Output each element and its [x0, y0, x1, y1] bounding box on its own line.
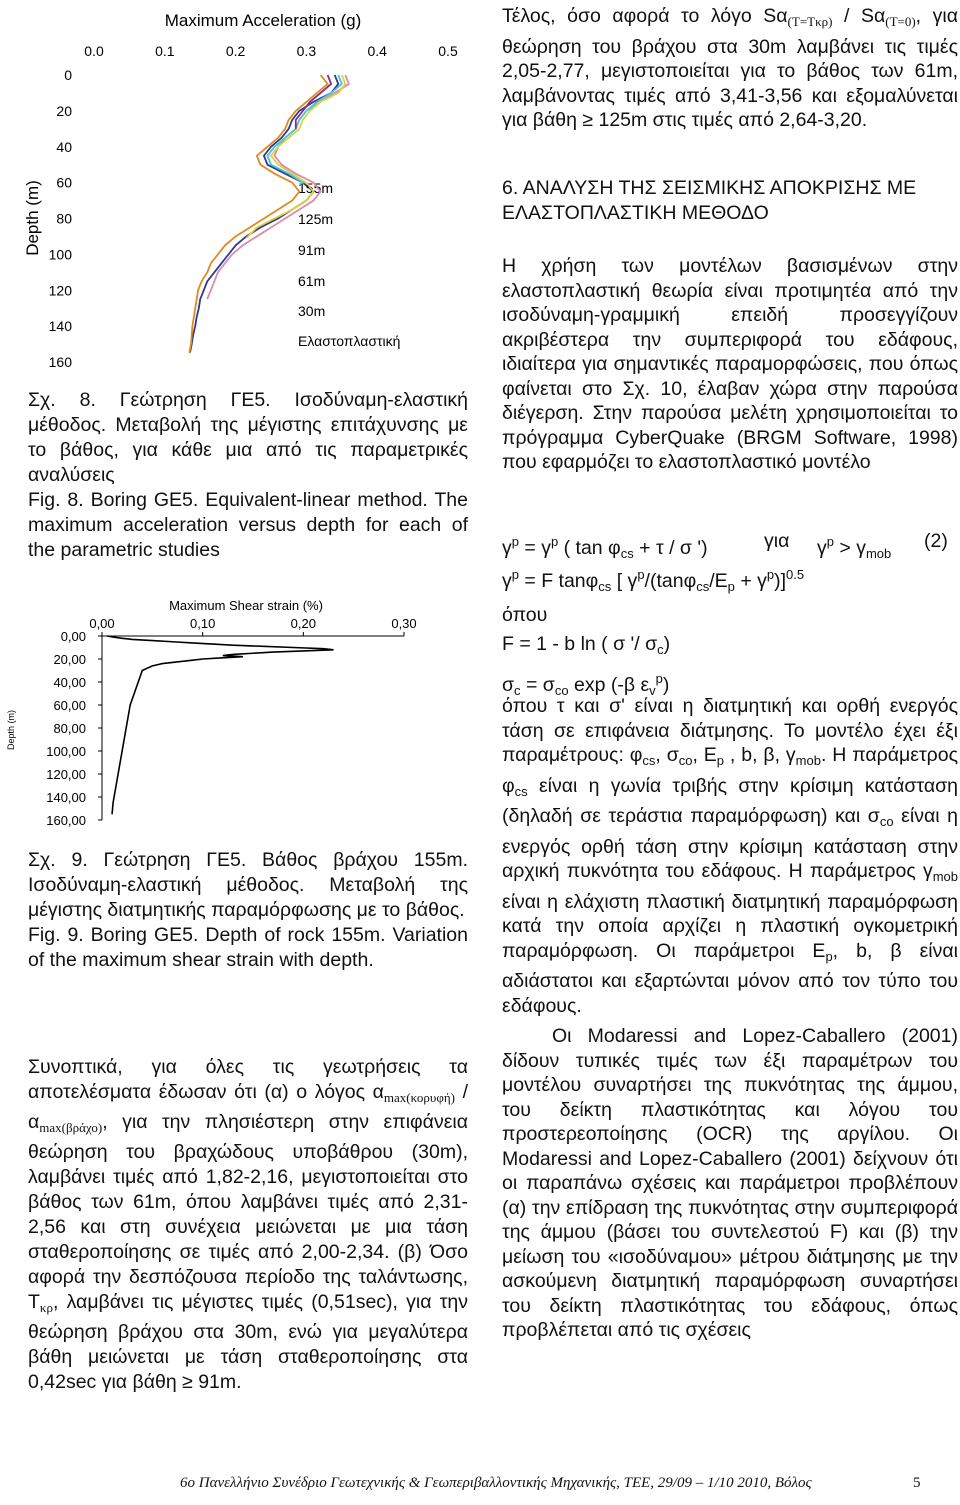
fig9-y-tick-label: 40,00: [53, 675, 86, 690]
eq2-d: /(tanφ: [644, 570, 697, 592]
fig9-title: Maximum Shear strain (%): [169, 598, 323, 613]
fig9-y-tick-label: 160,00: [46, 813, 86, 828]
fig8-series-line: [267, 75, 341, 184]
fig8-x-tick-label: 0.3: [296, 43, 317, 59]
para2-s2: co: [678, 753, 693, 768]
para2-t4: , b, β, γ: [724, 744, 796, 766]
fig8-caption-english: Fig. 8. Boring GE5. Equivalent-linear method. The maximum acceleration versus depth for each of the parametric studies: [28, 489, 468, 561]
fig9-chart: [0, 590, 440, 840]
equation-3: [502, 630, 958, 664]
fig8-chart: [0, 0, 458, 380]
eq2-e-sub: p: [727, 579, 735, 594]
intro-paragraph: [502, 4, 958, 133]
summary-text-3: , λαμβάνει τις μέγιστες τιμές (0,51sec), για την θεώρηση βράχου στα 30m, ενώ για μεγαλύτερα βάθη μειώνεται με τάση σταθεροποίησης στα 0,42sec για βάθη ≥ 91m.: [28, 1291, 468, 1393]
eq2-f: + γ: [740, 570, 767, 592]
para2-t3: , E: [692, 744, 717, 766]
eq1-sub: cs: [620, 546, 634, 561]
fig8-x-tick-label: 0.1: [155, 43, 175, 59]
fig8-y-tick-label: 40: [56, 138, 72, 155]
fig8-y-tick-label: 0: [64, 67, 72, 83]
fig8-y-tick-label: 80: [56, 210, 72, 227]
eq1-for: για: [764, 530, 790, 552]
eq2-e: /E: [709, 570, 728, 592]
eq3-end: ): [663, 633, 671, 655]
fig8-x-tick-label: 0.5: [438, 43, 458, 59]
fig8-x-tick-label: 0.0: [84, 43, 104, 59]
fig8-title: Maximum Acceleration (g): [164, 11, 362, 30]
eq1-cond-sup: p: [826, 534, 834, 549]
section-heading: 6. ΑΝΑΛΥΣΗ ΤΗΣ ΣΕΙΣΜΙΚΗΣ ΑΠΟΚΡΙΣΗΣ ΜΕ ΕΛΑΣΤΟΠΛΑΣΤΙΚΗ ΜΕΘΟΔΟ: [502, 177, 917, 224]
summary-text-mid: / α: [28, 1081, 468, 1133]
eq1-gamma: γ: [502, 537, 512, 559]
footer-conference: 6ο Πανελλήνιο Συνέδριο Γεωτεχνικής & Γεωπεριβαλλοντικής Μηχανικής, ΤΕΕ, 29/09 – 1/10 2010, Βόλος: [180, 1475, 812, 1491]
para2-s5: cs: [514, 783, 528, 799]
fig8-y-tick-label: 20: [56, 102, 72, 119]
fig9-x-tick-label: 0,00: [89, 616, 115, 631]
fig9-x-tick-label: 0,20: [290, 616, 316, 631]
fig8-legend-label: Ελαστοπλαστική: [298, 333, 401, 349]
fig9-caption-greek: Σχ. 9. Γεώτρηση ΓΕ5. Βάθος βράχου 155m. Ισοδύναμη-ελαστική μέθοδος. Μεταβολή της μέγιστης διατμητικής παραμόρφωσης με το βάθος.: [28, 849, 468, 921]
fig8-legend-label: 30m: [298, 303, 326, 319]
eq4-c-sub: v: [649, 683, 656, 698]
eq2-c: [ γ: [616, 570, 638, 592]
eq2-a-sup: p: [511, 567, 519, 582]
fig8-y-tick-label: 60: [56, 174, 72, 191]
page-number: 5: [913, 1475, 921, 1491]
modaressi-paragraph: Οι Modaressi and Lopez-Caballero (2001) δίδουν τυπικές τιμές των έξι παραμέτρων του μοντέλου συναρτήσει της πυκνότητας της άμμου, του δείκτη πλαστικότητας και λόγου του προστερεοποίησης (OCR) της αργίλου. Οι Modaressi and Lopez-Caballero (2001) δείχνουν ότι οι παραπάνω σχέσεις και παράμετροι προβλέπουν (α) την επίδραση της πυκνότητας στην συμπεριφορά της άμμου (βάσει του συντελεστού F) και (β) την μείωση του «ισοδύναμου» μέτρου διάτμησης με την ασκούμενη διατμητική παραμόρφωση συναρτήσει του δείκτη πλαστικότητας του εδάφους, όπως προβλέπεται από τις σχέσεις: [502, 1025, 958, 1341]
summary-text-2: , για την πλησιέστερη στην επιφάνεια θεώρηση του βραχώδους υποβάθρου (30m), λαμβάνει τιμές από 1,82-2,16, μεγιστοποιείται στο βάθος των 61m, όπου λαμβάνει τιμές από 2,31-2,56 και στη συνέχεια μειώνεται με μια τάση σταθεροποίησης σε τιμές από 2,00-2,34. (β) Όσο αφορά την δεσπόζουσα περίοδο της ταλάντωσης, Τ: [28, 1111, 468, 1313]
para2-t2: , σ: [655, 744, 679, 766]
fig8-y-tick-label: 100: [48, 246, 72, 263]
para2-t7: είναι η ενεργός ορθή τάση στην κρίσιμη κατάσταση στην αρχική πυκνότητα του εδάφους. Η παράμετρος γ: [502, 805, 959, 882]
eq3-sub: c: [657, 642, 664, 657]
eq2-d-sub: cs: [696, 579, 710, 594]
fig9-series-line: [107, 636, 334, 814]
para2-t9: , b, β είναι αδιάστατοι και εξαρτώνται μόνον από τον τύπο του εδάφους.: [502, 939, 958, 1017]
fig9-caption: [28, 848, 468, 973]
fig9-y-tick-label: 80,00: [53, 721, 86, 736]
fig8-legend-label: 91m: [298, 242, 326, 258]
fig9-y-tick-label: 20,00: [53, 652, 86, 667]
fig9-y-tick-label: 60,00: [53, 698, 86, 713]
eq1-number: (2): [924, 530, 948, 552]
equation-1: [502, 527, 958, 561]
eq2-g-sup: 0.5: [786, 567, 805, 582]
fig8-y-tick-label: 160: [48, 354, 72, 370]
fig9-x-tick-label: 0,10: [190, 616, 216, 631]
fig8-legend-label: 61m: [298, 273, 326, 289]
para2-s7: mob: [932, 869, 958, 884]
summary-sub-1: max(κορυφή): [383, 1090, 455, 1105]
fig9-y-tick-label: 0,00: [60, 629, 86, 644]
fig9-y-tick-label: 140,00: [46, 790, 86, 805]
fig8-legend-label: 155m: [298, 180, 334, 196]
eq1-sup2: p: [550, 534, 559, 549]
intro-text-1: Τέλος, όσο αφορά το λόγο Sα: [502, 5, 788, 27]
eq4-b-sub: co: [554, 683, 569, 698]
eq4-a: σ: [502, 674, 515, 696]
eq2-g: )]: [774, 570, 787, 592]
eq1-cond-sub: mob: [865, 546, 892, 561]
fig8-caption-greek: Σχ. 8. Γεώτρηση ΓΕ5. Ισοδύναμη-ελαστική μέθοδος. Μεταβολή της μέγιστης επιτάχυνσης με το βάθος, για κάθε μια από τις παραμετρικές αναλύσεις: [28, 389, 468, 486]
fig8-y-tick-label: 140: [48, 318, 72, 335]
eq2-a: γ: [502, 570, 512, 592]
eq1-rest: + τ / σ '): [639, 537, 708, 559]
intro-sub-2: (T=0): [885, 14, 916, 29]
para2-s8: p: [825, 948, 833, 964]
summary-sub-2: max(βράχο): [39, 1120, 103, 1135]
eq1-eq: = γ: [524, 537, 551, 559]
eq3-body: F = 1 - b ln ( σ '/ σ: [502, 633, 658, 655]
eq4-b: = σ: [525, 674, 555, 696]
eq1-body: ( tan φ: [563, 537, 621, 559]
summary-text-1: Συνοπτικά, για όλες τις γεωτρήσεις τα αποτελέσματα έδωσαν ότι (α) ο λόγος α: [28, 1056, 468, 1103]
fig8-legend-label: 125m: [298, 211, 334, 227]
intro-text-2: , για θεώρηση του βράχου στα 30m λαμβάνει τις τιμές 2,05-2,77, μεγιστοποιείται για το βάθος των 61m, λαμβάνοντας τιμές από 3,41-3,56 και εξομαλύνεται για βάθη ≥ 125m στις τιμές από 2,64-3,20.: [502, 5, 958, 131]
eq2-c-sup: p: [637, 567, 645, 582]
fig8-caption: [28, 388, 468, 563]
fig9-caption-english: Fig. 9. Boring GE5. Depth of rock 155m. Variation of the maximum shear strain with depth.: [28, 924, 468, 971]
eq1-cond: γ: [817, 537, 827, 559]
fig8-x-tick-label: 0.2: [225, 43, 246, 59]
para2-s4: mob: [795, 753, 821, 768]
model-parameters-paragraph: [502, 694, 958, 1018]
section-paragraph: Η χρήση των μοντέλων βασισμένων στην ελαστοπλαστική θεωρία είναι προτιμητέα από την ισοδύναμη-γραμμική επειδή προσεγγίζουν ακριβέστερα την συμπεριφορά του εδάφους, ιδιαίτερα για σημαντικές παραμορφώσεις, που όπως φαίνεται στο Σχ. 10, έλαβαν χώρα στην παρούσα διέγερση. Στην παρούσα μελέτη χρησιμοποιείται το πρόγραμμα CyberQuake (BRGM Software, 1998) που εφαρμόζει το ελαστοπλαστικό μοντέλο: [502, 255, 958, 473]
para2-t5: . Η παράμετρος φ: [502, 744, 958, 797]
fig9-y-tick-label: 120,00: [46, 767, 86, 782]
fig9-x-tick-label: 0,30: [391, 616, 417, 631]
summary-sub-3: κρ: [39, 1300, 53, 1315]
equations: [502, 527, 958, 705]
where-label: όπου: [502, 604, 548, 626]
eq2-b-sub: cs: [598, 579, 612, 594]
fig9-y-axis-label: Depth (m): [6, 709, 16, 751]
eq4-c: exp (-β ε: [573, 674, 650, 696]
para2-t6: είναι η γωνία τριβής στην κρίσιμη κατάσταση (δηλαδή σε τεράστια παραμόρφωση) και σ: [502, 774, 958, 827]
eq4-c-sup: p: [655, 671, 663, 686]
para2-s3: p: [716, 753, 725, 768]
fig8-y-tick-label: 120: [48, 282, 72, 299]
eq4-a-sub: c: [514, 683, 521, 698]
fig8-x-tick-label: 0.4: [367, 43, 387, 59]
eq1-sup: p: [511, 534, 519, 549]
summary-paragraph: [28, 1055, 468, 1395]
eq4-d: ): [662, 674, 670, 696]
intro-text-mid: / Sα: [832, 5, 886, 27]
para2-s6: co: [879, 814, 894, 829]
intro-sub-1: (T=Tκρ): [787, 14, 833, 29]
eq2-f-sup: p: [766, 567, 775, 582]
fig8-y-axis-label: Depth (m): [23, 180, 42, 256]
eq1-cond-gt: > γ: [839, 537, 866, 559]
para2-t1: όπου τ και σ' είναι η διατμητική και ορθή ενεργός τάση σε επιφάνεια διάτμησης. Το μοντέλο έχει έξι παραμέτρους: φ: [502, 695, 958, 766]
fig9-y-tick-label: 100,00: [46, 744, 86, 759]
para2-t8: είναι η ελάχιστη πλαστική διατμητική παραμόρφωση κατά την οποία αρχίζει η πλαστική ογκομετρική παραμόρφωση. Οι παράμετροι E: [502, 890, 958, 962]
para2-s1: cs: [642, 753, 656, 768]
eq2-b: = F tanφ: [524, 570, 599, 592]
